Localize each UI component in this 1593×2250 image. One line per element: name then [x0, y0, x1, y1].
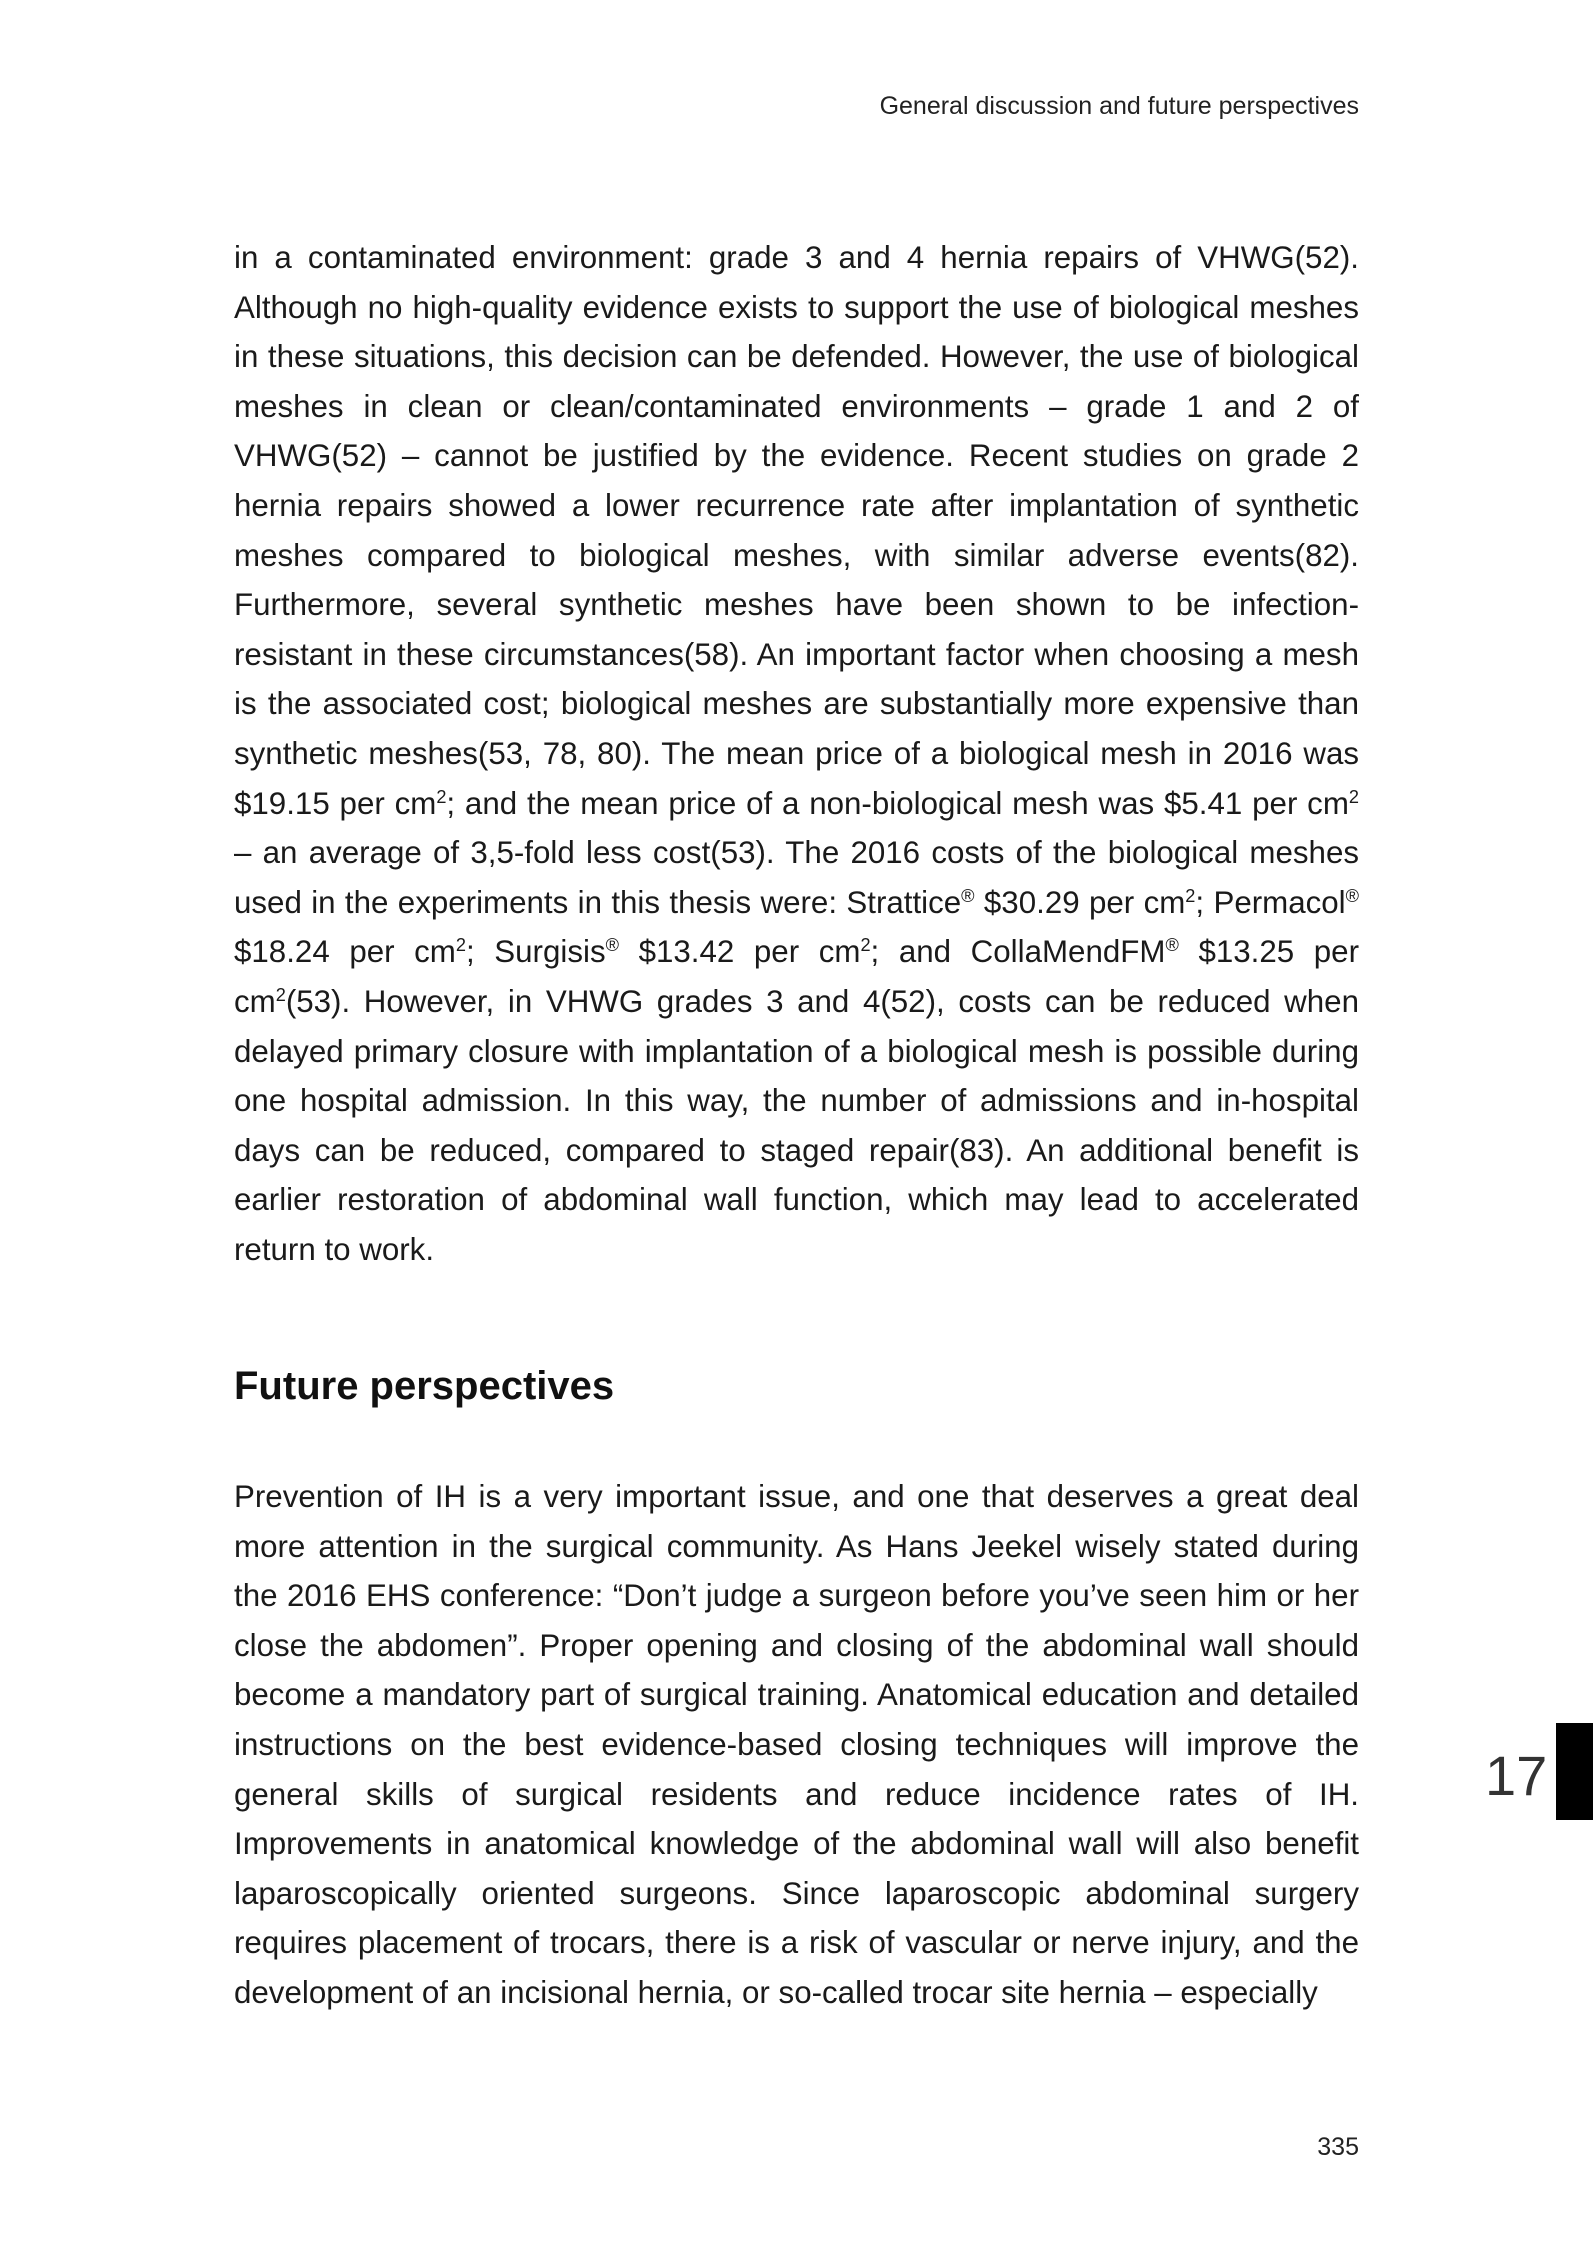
page-number: 335 — [1317, 2133, 1359, 2161]
text-segment: $13.25 per cm — [234, 934, 1360, 1019]
superscript-squared: 2 — [275, 985, 286, 1006]
section-heading: Future perspectives — [234, 1364, 615, 1408]
superscript-registered: ® — [961, 885, 975, 906]
text-segment: ; and CollaMendFM — [870, 934, 1166, 970]
superscript-squared: 2 — [436, 786, 447, 807]
superscript-squared: 2 — [455, 935, 466, 956]
chapter-thumb-tab — [1556, 1723, 1593, 1820]
superscript-squared: 2 — [860, 935, 871, 956]
text-segment: $18.24 per cm — [234, 934, 456, 970]
chapter-number: 17 — [1485, 1744, 1548, 1807]
superscript-squared: 2 — [1348, 786, 1359, 807]
superscript-registered: ® — [605, 935, 619, 956]
text-segment: (53). However, in VHWG grades 3 and 4(52), costs can be reduced when delayed primary closure with implantation of a biological mesh is possible during one hospital admission. In this way, the number of admissions and in-hospital days can be reduced, compared to staged repair(83). An additional benefit is earlier restoration of abdominal wall function, which may lead to accelerated return to work. — [234, 983, 1359, 1267]
body-paragraph-2: Prevention of IH is a very important issue, and one that deserves a great deal more attention in the surgical community. As Hans Jeekel wisely stated during the 2016 EHS conference: “Don’t judge a surgeon before you’ve seen him or her close the abdomen”. Proper opening and closing of the abdominal wall should become a mandatory part of surgical training. Anatomical education and detailed instructions on the best evidence-based closing techniques will improve the general skills of surgical residents and reduce incidence rates of IH. Improvements in anatomical knowledge of the abdominal wall will also benefit laparoscopically oriented surgeons. Since laparoscopic abdominal surgery requires placement of trocars, there is a risk of vascular or nerve injury, and the development of an incisional hernia, or so-called trocar site hernia – especially — [234, 1479, 1359, 2010]
text-segment: – an average of 3,5-fold less cost(53). The 2016 costs of the biological meshes used in the experiments in this thesis were: Strattice — [234, 835, 1359, 920]
text-segment: ; and the mean price of a non-biological mesh was $5.41 per cm — [446, 785, 1349, 821]
superscript-registered: ® — [1165, 935, 1179, 956]
superscript-squared: 2 — [1185, 885, 1196, 906]
running-header: General discussion and future perspectives — [879, 92, 1359, 120]
text-segment: ; Surgisis — [465, 934, 606, 970]
body-paragraph-1 — [234, 233, 1359, 1274]
superscript-registered: ® — [1345, 885, 1360, 906]
text-segment: ; Permacol — [1195, 884, 1346, 920]
text-segment: in a contaminated environment: grade 3 and 4 hernia repairs of VHWG(52). Although no high-quality evidence exists to support the use of biological meshes in these situations, this decision can be defended. However, the use of biological meshes in clean or clean/contaminated environments – grade 1 and 2 of VHWG(52) – cannot be justified by the evidence. Recent studies on grade 2 hernia repairs showed a lower recurrence rate after implantation of synthetic meshes compared to biological meshes, with similar adverse events(82). Furthermore, several synthetic meshes have been shown to be infection-resistant in these circumstances(58). An important factor when choosing a mesh is the associated cost; biological meshes are substantially more expensive than synthetic meshes(53, 78, 80). The mean price of a biological mesh in 2016 was $19.15 per cm — [234, 240, 1359, 821]
text-segment: $13.42 per cm — [618, 934, 861, 970]
text-segment: $30.29 per cm — [974, 884, 1186, 920]
